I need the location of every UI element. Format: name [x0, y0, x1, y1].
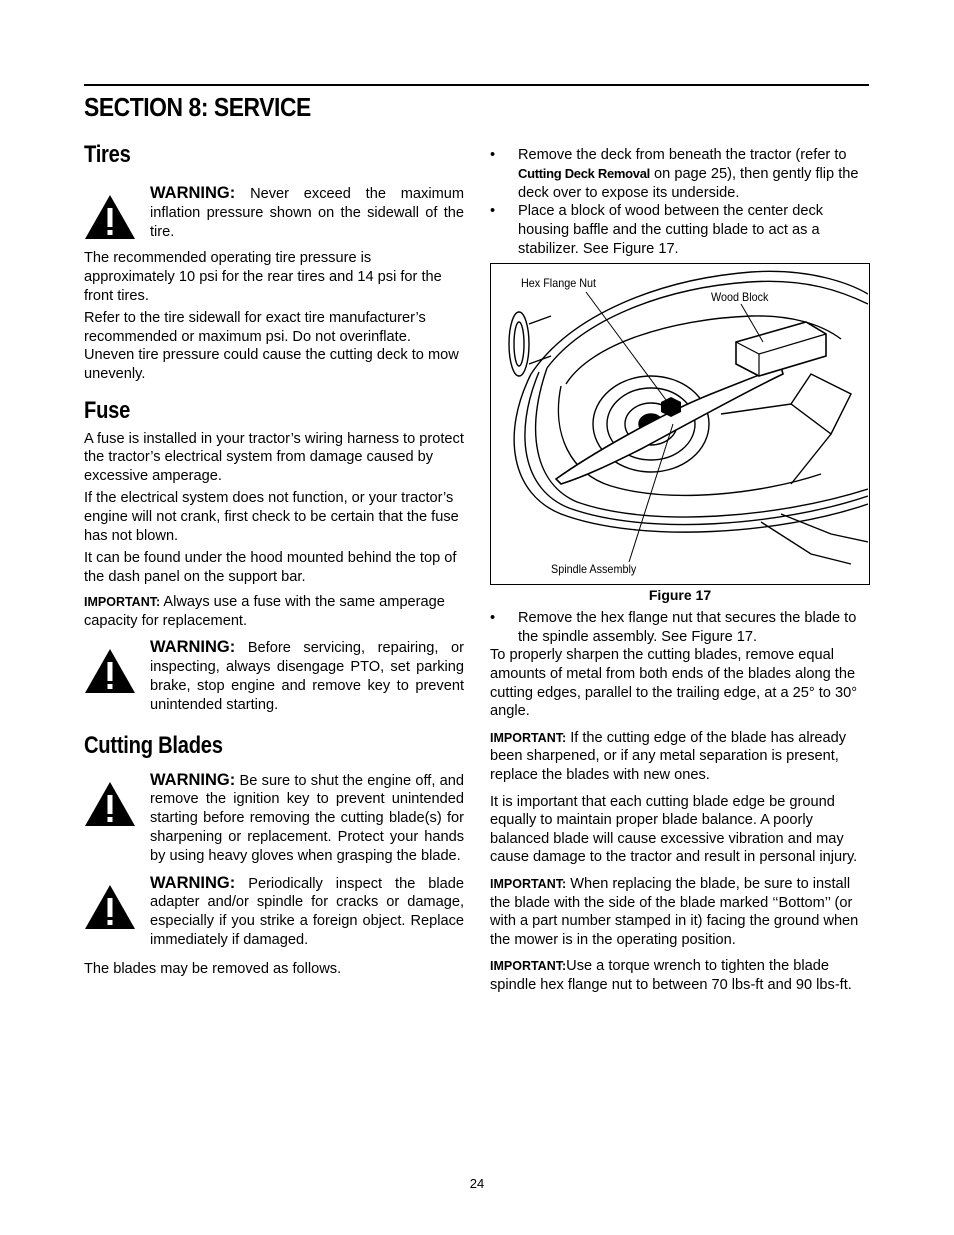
important-1: [490, 729, 870, 785]
warning-label: WARNING:: [150, 638, 236, 657]
bullet-icon: •: [490, 203, 496, 220]
cutting-deck-removal-ref: Cutting Deck Removal: [518, 165, 650, 181]
bullet-text: Remove the hex flange nut that secures the blade to the spindle assembly. See Figure 17.: [518, 609, 857, 645]
top-rule: [84, 84, 869, 86]
sharpen-para: To properly sharpen the cutting blades, remove equal amounts of metal from both ends of the blades along the cutting edges, parallel to the trailing edge, at a 25° to 30° angle.: [490, 647, 858, 720]
list-item: [490, 609, 870, 647]
figure-caption: Figure 17: [648, 586, 712, 603]
bullet-icon: •: [490, 609, 496, 626]
fuse-para-2: If the electrical system does not function, or your tractor’s engine will not crank, first check to be certain that the fuse has not blown.: [84, 490, 459, 544]
tires-warning: [84, 184, 464, 241]
tires-para-2: Refer to the tire sidewall for exact tire manufacturer’s recommended or maximum psi. Do not overinflate. Uneven tire pressure could cause the cutting deck to mow unevenly.: [84, 310, 459, 382]
balance-para: It is important that each cutting blade edge be ground equally to maintain proper blade balance. A poorly balanced blade will cause excessive vibration and may cause damage to the tractor and result in personal injury.: [490, 793, 858, 866]
bullet-icon: •: [490, 147, 496, 163]
bullet-text: Remove the deck from beneath the tractor (refer to: [518, 147, 847, 163]
blades-warning-1: [84, 771, 464, 866]
figure-17: [490, 263, 870, 585]
section-title: SECTION 8: SERVICE: [84, 92, 311, 122]
warning-text: Periodically inspect the blade adapter and/or spindle for cracks or damage, especially if you strike a foreign object. Replace immediately if damaged.: [150, 875, 464, 949]
fuse-para-1: A fuse is installed in your tractor’s wiring harness to protect the tractor’s electrical system from damage caused by excessive amperage.: [84, 430, 464, 484]
important-2: [490, 875, 870, 949]
fuse-important: [84, 593, 464, 630]
warning-triangle-icon: [84, 781, 136, 827]
spindle-assembly-label: Spindle Assembly: [551, 561, 637, 576]
warning-text: Be sure to shut the engine off, and remove the ignition key to prevent unintended starting before removing the cutting blade(s) for sharpening or replacement. Protect your hands by using heavy gloves when grasping the blade.: [150, 772, 465, 864]
warning-label: WARNING:: [150, 770, 236, 789]
warning-text: Never exceed the maximum inflation pressure shown on the sidewall of the tire.: [150, 186, 464, 240]
tires-para-1: The recommended operating tire pressure is approximately 10 psi for the rear tires and 14 psi for the front tires.: [84, 250, 442, 304]
warning-triangle-icon: [84, 884, 136, 930]
page-number: 24: [469, 1176, 485, 1191]
important-label: IMPORTANT:: [490, 730, 567, 745]
list-item: [490, 146, 870, 202]
fuse-heading: Fuse: [84, 396, 131, 424]
blades-closing: The blades may be removed as follows.: [84, 960, 342, 977]
right-column: [490, 146, 870, 998]
important-3: [490, 957, 870, 994]
important-text: When replacing the blade, be sure to install the blade with the side of the blade marked ‘‘Bottom’’ (or with a part number stamped in it) facing the ground when the mower is in the operating position.: [490, 875, 859, 948]
fuse-para-3: It can be found under the hood mounted behind the top of the dash panel on the support bar.: [84, 550, 457, 585]
important-text: Always use a fuse with the same amperage capacity for replacement.: [84, 594, 445, 629]
hex-flange-nut-label: Hex Flange Nut: [521, 275, 597, 290]
left-column: [84, 140, 464, 982]
deck-illustration: [491, 264, 868, 583]
fuse-warning: [84, 638, 464, 714]
tires-heading: Tires: [84, 141, 131, 168]
blades-warning-2: [84, 874, 464, 950]
bullet-text: Place a block of wood between the center deck housing baffle and the cutting blade to act as a stabilizer. See Figure 17.: [518, 203, 824, 257]
blades-heading: Cutting Blades: [84, 731, 223, 759]
warning-triangle-icon: [84, 648, 136, 694]
warning-triangle-icon: [84, 194, 136, 240]
warning-label: WARNING:: [150, 184, 236, 202]
important-label: IMPORTANT:: [84, 595, 161, 610]
important-label: IMPORTANT:: [490, 876, 567, 891]
important-text: If the cutting edge of the blade has already been sharpened, or if any metal separation is present, replace the blades with new ones.: [490, 729, 847, 783]
warning-label: WARNING:: [150, 873, 236, 892]
warning-text: Before servicing, repairing, or inspecting, always disengage PTO, set parking brake, stop engine and remove key to prevent unintended starting.: [150, 640, 464, 713]
bullet-text: on page 25), then gently flip the deck over to expose its underside.: [518, 165, 859, 201]
wood-block-label: Wood Block: [711, 289, 769, 304]
list-item: [490, 202, 870, 258]
important-text: Use a torque wrench to tighten the blade spindle hex flange nut to between 70 lbs-ft and 90 lbs-ft.: [490, 958, 852, 993]
important-label: IMPORTANT:: [490, 959, 567, 974]
